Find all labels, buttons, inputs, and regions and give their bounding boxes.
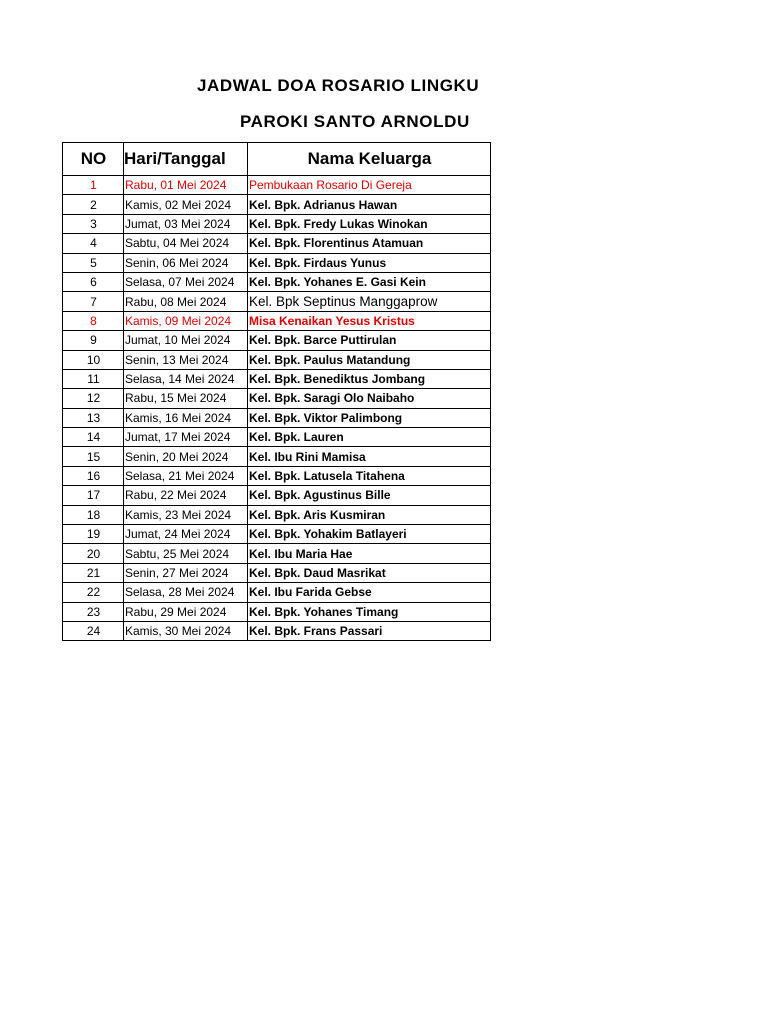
row-family: Kel. Ibu Maria Hae [248,544,491,563]
table-row [63,583,491,602]
column-header-no: NO [63,143,124,176]
row-date: Jumat, 03 Mei 2024 [124,214,248,233]
page-subtitle: PAROKI SANTO ARNOLDU [240,112,470,131]
row-date: Senin, 13 Mei 2024 [124,350,248,369]
row-date: Rabu, 15 Mei 2024 [124,389,248,408]
row-date: Rabu, 01 Mei 2024 [124,176,248,195]
table-row [63,486,491,505]
page-title: JADWAL DOA ROSARIO LINGKU [197,76,480,95]
column-header-date: Hari/Tanggal [124,143,248,176]
row-number: 8 [63,311,124,330]
row-number: 4 [63,234,124,253]
row-number: 5 [63,253,124,272]
table-row [63,350,491,369]
row-number: 24 [63,621,124,640]
row-family: Kel. Bpk. Barce Puttirulan [248,331,491,350]
row-number: 2 [63,195,124,214]
row-number: 1 [63,176,124,195]
table-row [63,253,491,272]
row-family: Kel. Bpk. Benediktus Jombang [248,369,491,388]
table-row [63,408,491,427]
row-family: Kel. Bpk. Fredy Lukas Winokan [248,214,491,233]
table-row [63,234,491,253]
row-number: 18 [63,505,124,524]
row-family: Kel. Bpk. Yohakim Batlayeri [248,525,491,544]
row-number: 23 [63,602,124,621]
row-date: Senin, 27 Mei 2024 [124,563,248,582]
row-date: Senin, 06 Mei 2024 [124,253,248,272]
row-number: 15 [63,447,124,466]
table-row [63,544,491,563]
row-family: Kel. Bpk. Latusela Titahena [248,466,491,485]
table-row [63,272,491,291]
table-row [63,447,491,466]
row-date: Kamis, 09 Mei 2024 [124,311,248,330]
column-header-family: Nama Keluarga [248,143,491,176]
row-family: Kel. Bpk. Adrianus Hawan [248,195,491,214]
row-number: 16 [63,466,124,485]
row-family: Kel. Bpk. Firdaus Yunus [248,253,491,272]
row-family: Kel. Bpk Septinus Manggaprow [248,292,491,311]
table-row [63,428,491,447]
row-date: Jumat, 24 Mei 2024 [124,525,248,544]
row-family: Kel. Bpk. Agustinus Bille [248,486,491,505]
row-number: 22 [63,583,124,602]
table-row [63,505,491,524]
row-date: Rabu, 29 Mei 2024 [124,602,248,621]
row-family: Kel. Bpk. Yohanes E. Gasi Kein [248,272,491,291]
table-row [63,389,491,408]
row-number: 11 [63,369,124,388]
table-row [63,563,491,582]
row-number: 20 [63,544,124,563]
row-family: Kel. Bpk. Paulus Matandung [248,350,491,369]
row-family: Kel. Bpk. Florentinus Atamuan [248,234,491,253]
table-row [63,311,491,330]
table-row [63,602,491,621]
row-family: Kel. Bpk. Frans Passari [248,621,491,640]
row-family: Kel. Bpk. Lauren [248,428,491,447]
table-row [63,195,491,214]
row-family: Pembukaan Rosario Di Gereja [248,176,491,195]
row-family: Kel. Bpk. Daud Masrikat [248,563,491,582]
table-row [63,176,491,195]
row-family: Kel. Bpk. Saragi Olo Naibaho [248,389,491,408]
row-family: Kel. Bpk. Yohanes Timang [248,602,491,621]
row-date: Selasa, 14 Mei 2024 [124,369,248,388]
table-row [63,214,491,233]
row-date: Kamis, 02 Mei 2024 [124,195,248,214]
row-family: Kel. Bpk. Aris Kusmiran [248,505,491,524]
row-date: Selasa, 28 Mei 2024 [124,583,248,602]
row-date: Jumat, 10 Mei 2024 [124,331,248,350]
row-number: 19 [63,525,124,544]
row-date: Sabtu, 04 Mei 2024 [124,234,248,253]
row-number: 21 [63,563,124,582]
row-number: 10 [63,350,124,369]
row-date: Jumat, 17 Mei 2024 [124,428,248,447]
table-header-row [63,143,491,176]
row-number: 12 [63,389,124,408]
table-row [63,331,491,350]
table-row [63,466,491,485]
row-date: Rabu, 08 Mei 2024 [124,292,248,311]
row-number: 17 [63,486,124,505]
table-row [63,525,491,544]
row-family: Kel. Ibu Rini Mamisa [248,447,491,466]
row-number: 6 [63,272,124,291]
row-family: Kel. Bpk. Viktor Palimbong [248,408,491,427]
row-date: Sabtu, 25 Mei 2024 [124,544,248,563]
row-date: Kamis, 30 Mei 2024 [124,621,248,640]
schedule-table [62,142,491,641]
row-number: 9 [63,331,124,350]
table-row [63,369,491,388]
row-family: Misa Kenaikan Yesus Kristus [248,311,491,330]
row-number: 3 [63,214,124,233]
row-date: Selasa, 07 Mei 2024 [124,272,248,291]
table-row [63,621,491,640]
table-row [63,292,491,311]
row-date: Kamis, 23 Mei 2024 [124,505,248,524]
row-family: Kel. Ibu Farida Gebse [248,583,491,602]
row-date: Selasa, 21 Mei 2024 [124,466,248,485]
row-date: Senin, 20 Mei 2024 [124,447,248,466]
row-number: 7 [63,292,124,311]
row-date: Kamis, 16 Mei 2024 [124,408,248,427]
row-number: 13 [63,408,124,427]
row-date: Rabu, 22 Mei 2024 [124,486,248,505]
row-number: 14 [63,428,124,447]
